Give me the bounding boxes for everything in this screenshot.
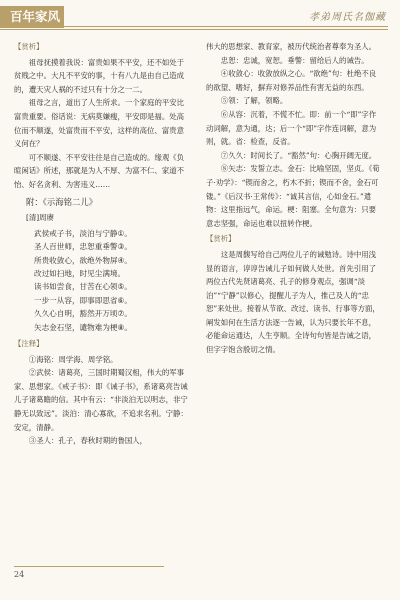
poem-line: 矢志金石坚，谴物难为梗⑧。 xyxy=(34,322,132,332)
section-heading-appreciation-2: 【赏析】 xyxy=(206,234,236,244)
page-number: 24 xyxy=(14,570,25,579)
note-3-b: 忠恕：忠诚，宽恕。垂警：留给后人的诫告。 xyxy=(220,55,369,65)
poem-line: 改过如扫地，时见尘满境。 xyxy=(34,268,126,278)
poem-line: 武侯戒子书，淡泊与宁静①。 xyxy=(34,228,132,238)
poem-line: 读书如尝食，甘苦在心领⑤。 xyxy=(34,282,132,292)
poem-line: 圣人百世师，忠恕重垂警③。 xyxy=(34,242,132,252)
note-7: ⑦久久：时间长了。“豁然”句：心胸开阔无度。 xyxy=(220,150,377,160)
section-tab-label: 百年家风 xyxy=(0,6,64,28)
page-header xyxy=(0,0,400,36)
header-rule-2 xyxy=(0,29,388,30)
note-6: ⑥从容：沉着，不慌不忙。即：前一个“即”字作动词解，意为通，达；后一个“即”字作连词解，意为则，就。省：检查，反省。 xyxy=(206,109,377,147)
poem-title: 附：《示海铭二儿》 xyxy=(26,196,98,207)
footer-rule xyxy=(14,566,164,567)
paragraph-2: 祖母之言，道出了人生所求。一个家庭的平安比富贵重要。俗话说：无病莫嫌瘦，平安即是福。处高位而不顺遂，处富贵而不平安，这样的高位、富贵意义何在？ xyxy=(14,98,185,149)
note-5: ⑤领：了解，领略。 xyxy=(220,96,288,106)
note-8: ⑧矢志：发誓立志。金石：比喻坚固，坚贞。《荀子·劝学》：“锲而舍之，朽木不折；锲而不舍，金石可镂。”《后汉书·王常传》：“诚其言信，心如金石。”遣物：这里指远气，命运。梗：阻塞。全句意为：只要意志坚强，命运也难以扭转作梗。 xyxy=(206,164,380,228)
header-calligraphy: 孝弟周氏名伽藏 xyxy=(309,12,386,23)
poem-line: 所贵收敛心，欲绝外物屏④。 xyxy=(34,255,132,265)
note-1: ①海铭：周学海、周学铭。 xyxy=(28,354,118,364)
paragraph-1: 祖母抚摸着我说：富贵如果不平安，还不如处于贫贱之中。大凡不平安的事，十有八九是由自己造成的，遭天灾人祸的不过只有十分之一二。 xyxy=(14,57,185,94)
note-4: ④收敛心：收敛放纵之心。“欲绝”句：杜绝不良的欲望、嗜好，摒弃对修养品性有害无益的东西。 xyxy=(206,69,377,92)
note-3-continued: 伟大的思想家、教育家，被历代统治者尊奉为圣人。 xyxy=(206,42,376,51)
poem-line: 一步一从容，即事即思省⑥。 xyxy=(34,295,132,305)
paragraph-3: 可不顺遂、不平安往往是自己造成的。缘观《负暄闲话》所述，那就是为人不厚、为富不仁、家道不怡、好名贪利、为害违义…… xyxy=(14,152,185,189)
note-2: ②武侯：诸葛亮，三国时期蜀汉相，伟大的军事家、思想家。《戒子书》：即《诫子书》，系诸葛亮告诫儿子诸葛瞻的信。其中有云：“非淡泊无以明志，非宁静无以致远”。淡泊：清心寡欲，不追求名利。宁静：安定，清静。 xyxy=(14,368,188,432)
poem-author: [清]周赓 xyxy=(26,213,54,223)
left-column xyxy=(14,40,190,448)
section-heading-notes: 【注释】 xyxy=(14,338,44,348)
header-rule xyxy=(64,26,388,27)
note-3: ③圣人：孔子，春秋时期的鲁国人， xyxy=(28,436,148,446)
paragraph-appreciation: 这是周馥写给自己两位儿子的诫勉诗。诗中用浅显的语言，谆谆告诫儿子如何做人处世。首先引用了两位古代先贤诸葛亮、孔子的修身观点，强调“淡泊”“宁静”以修心，提醒儿子为人，推己及人的“忠恕”来处世。接着从节欲、改过、读书、行事等方面，阐发如何在生活方法逐一告诫，认为只要长年不息，必能命运通达，人生亨顺。全诗句句皆是告诫之语，但字字饱含殷切之情。 xyxy=(206,249,380,355)
poem-line: 久久心自明，豁然开万顷⑦。 xyxy=(34,309,132,319)
section-heading-appreciation: 【赏析】 xyxy=(14,42,44,51)
right-column xyxy=(206,40,382,357)
